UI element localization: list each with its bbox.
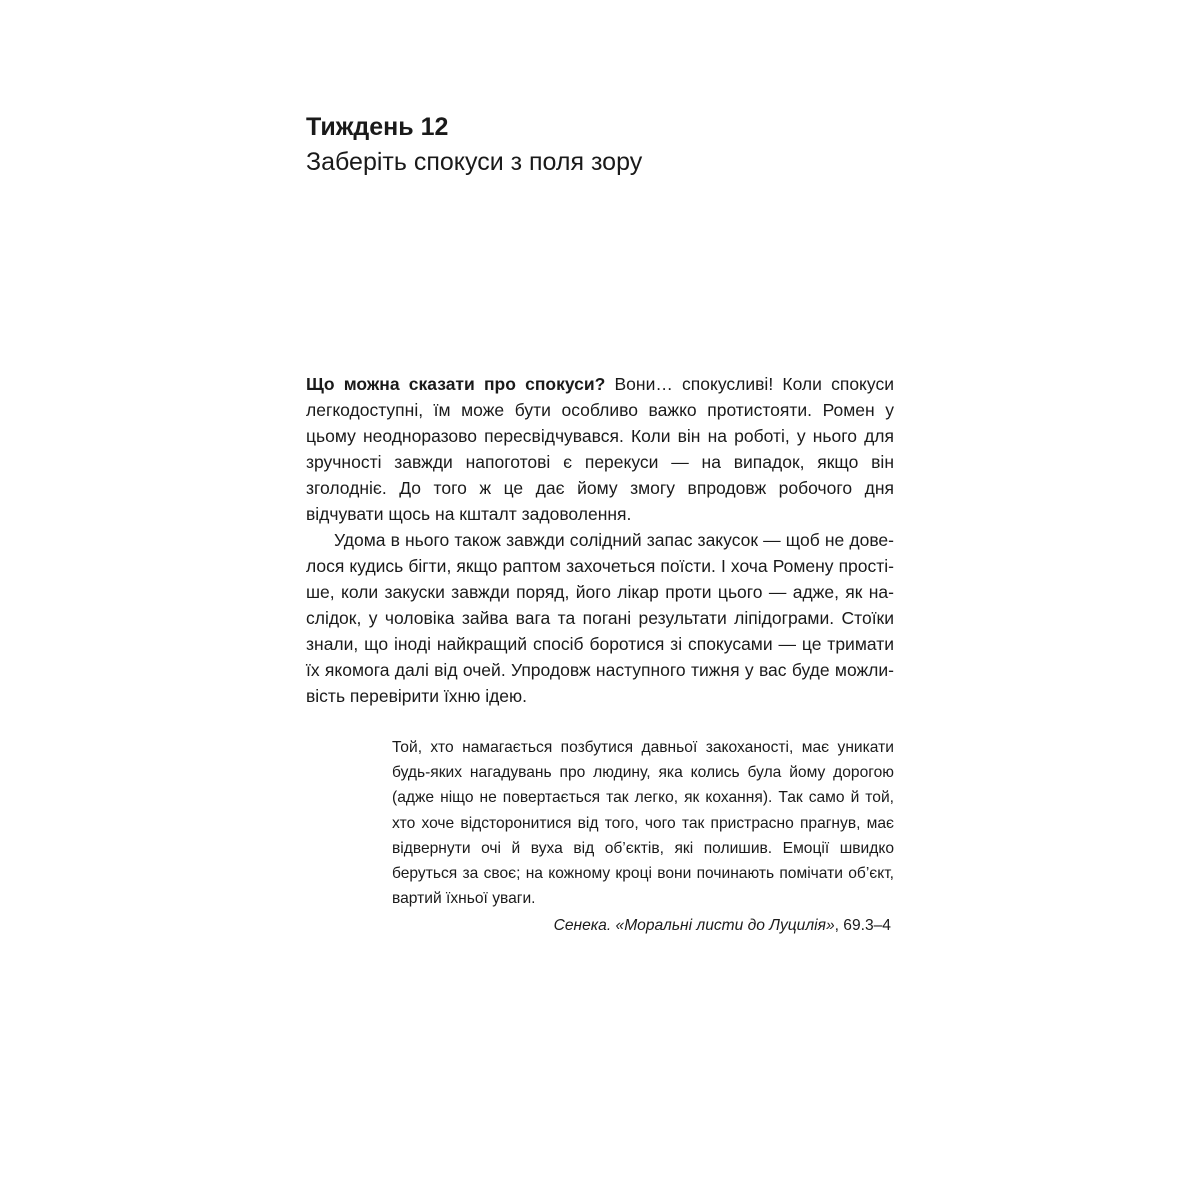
paragraph-1 bbox=[306, 371, 894, 527]
quote-reference: , 69.3–4 bbox=[834, 917, 891, 934]
quote-author: Сенека. bbox=[553, 917, 612, 934]
paragraph-1-text: Вони… спокусливі! Коли спокуси легкодоступні, їм може бути особливо важко протистояти. Ромен у цьому неодноразово пересвідчувався. Коли він на роботі, у нього для зручності завжди напоготові є перекуси — на випадок, якщо він зголодніє. До того ж це дає йому змогу впродовж робочого дня відчувати щось на кшталт задоволення. bbox=[306, 374, 894, 524]
quote-work: «Моральні листи до Луцилія» bbox=[611, 917, 835, 934]
paragraph-2: Удома в нього також завжди солідний запас закусок — щоб не довелося кудись бігти, якщо раптом захочеться поїсти. І хоча Ромену простіше, коли закуски завжди поряд, його лікар проти цього — адже, як наслідок, у чоловіка зайва вага та погані результати ліпідограми. Стоїки знали, що іноді найкращий спосіб боротися зі спокусами — це тримати їх якомога далі від очей. Упродовж наступного тижня у вас буде можливість перевірити їхню ідею. bbox=[306, 530, 894, 706]
paragraph-lead: Що можна сказати про спокуси? bbox=[306, 374, 606, 394]
body-text bbox=[306, 371, 894, 709]
epigraph-quote: Той, хто намагається позбутися давньої закоханості, має уникати будь-яких нагадувань про людину, яка колись була йому дорогою (адже ніщо не повертається так легко, як кохання). Так само й той, хто хоче відсторонитися від того, чого так пристрасно прагнув, має відвернути очі й вуха від об’єктів, які полишив. Емоції швидко беруться за своє; на кожному кроці вони починають помічати об’єкт, вартий їхньої уваги. bbox=[392, 739, 894, 908]
quote-attribution bbox=[554, 913, 891, 938]
week-heading: Тиждень 12 bbox=[306, 113, 449, 141]
chapter-title: Заберіть спокуси з поля зору bbox=[306, 148, 643, 176]
